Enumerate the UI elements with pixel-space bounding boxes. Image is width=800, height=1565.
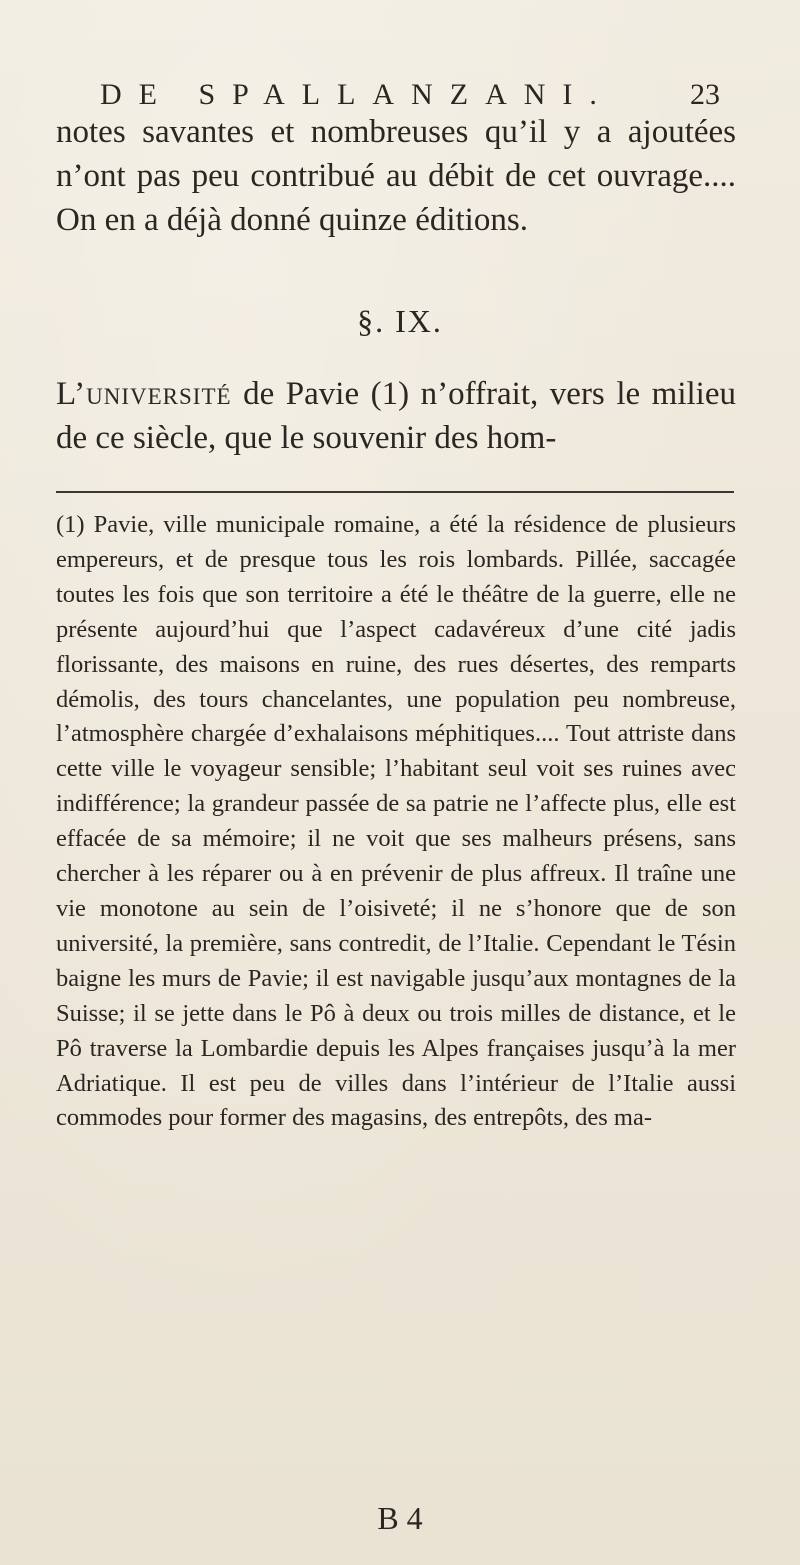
paragraph-rest: de Pavie (1) n’offrait, vers le milieu de ce siècle, que le souvenir des hom- <box>56 376 736 456</box>
footnote <box>56 508 736 1136</box>
signature-mark: B 4 <box>377 1500 423 1536</box>
paragraph-lead-word: L’université <box>56 376 232 412</box>
paragraph-text: notes savantes et nombreuses qu’il y a ajoutées n’ont pas peu contribué au débit de cet ouvrage.... On en a déjà donné quinze éditions. <box>56 114 736 238</box>
running-title: DE SPALLANZANI. <box>100 78 614 111</box>
section-heading: §. IX. <box>357 303 443 339</box>
body-paragraph-1 <box>56 110 736 242</box>
body-paragraph-2 <box>56 372 736 460</box>
page-number: 23 <box>690 78 720 111</box>
paragraph-text <box>56 372 736 460</box>
footnote-rule <box>56 491 734 493</box>
footnote-text: (1) Pavie, ville municipale romaine, a été la résidence de plusieurs empereurs, et de presque tous les rois lombards. Pillée, saccagée toutes les fois que son territoire a été le théâtre de la guerre, elle ne présente aujourd’hui que l’aspect cadavéreux d’une cité jadis florissante, des maisons en ruine, des rues désertes, des remparts démolis, des tours chancelantes, une population peu nombreuse, l’atmosphère chargée d’exhalaisons méphitiques.... Tout attriste dans cette ville le voyageur sensible; l’habitant seul voit ses ruines avec indifférence; la grandeur passée de sa patrie ne l’affecte plus, elle est effacée de sa mémoire; il ne voit que ses malheurs présens, sans chercher à les réparer ou à en prévenir de plus affreux. Il traîne une vie monotone au sein de l’oisiveté; il ne s’honore que de son université, la première, sans contredit, de l’Italie. Cependant le Tésin baigne les murs de Pavie; il est navigable jusqu’aux montagnes de la Suisse; il se jette dans le Pô à deux ou trois milles de distance, et le Pô traverse la Lombardie depuis les Alpes françaises jusqu’à la mer Adriatique. Il est peu de villes dans l’intérieur de l’Italie aussi commodes pour former des magasins, des entrepôts, des ma- <box>56 511 736 1132</box>
